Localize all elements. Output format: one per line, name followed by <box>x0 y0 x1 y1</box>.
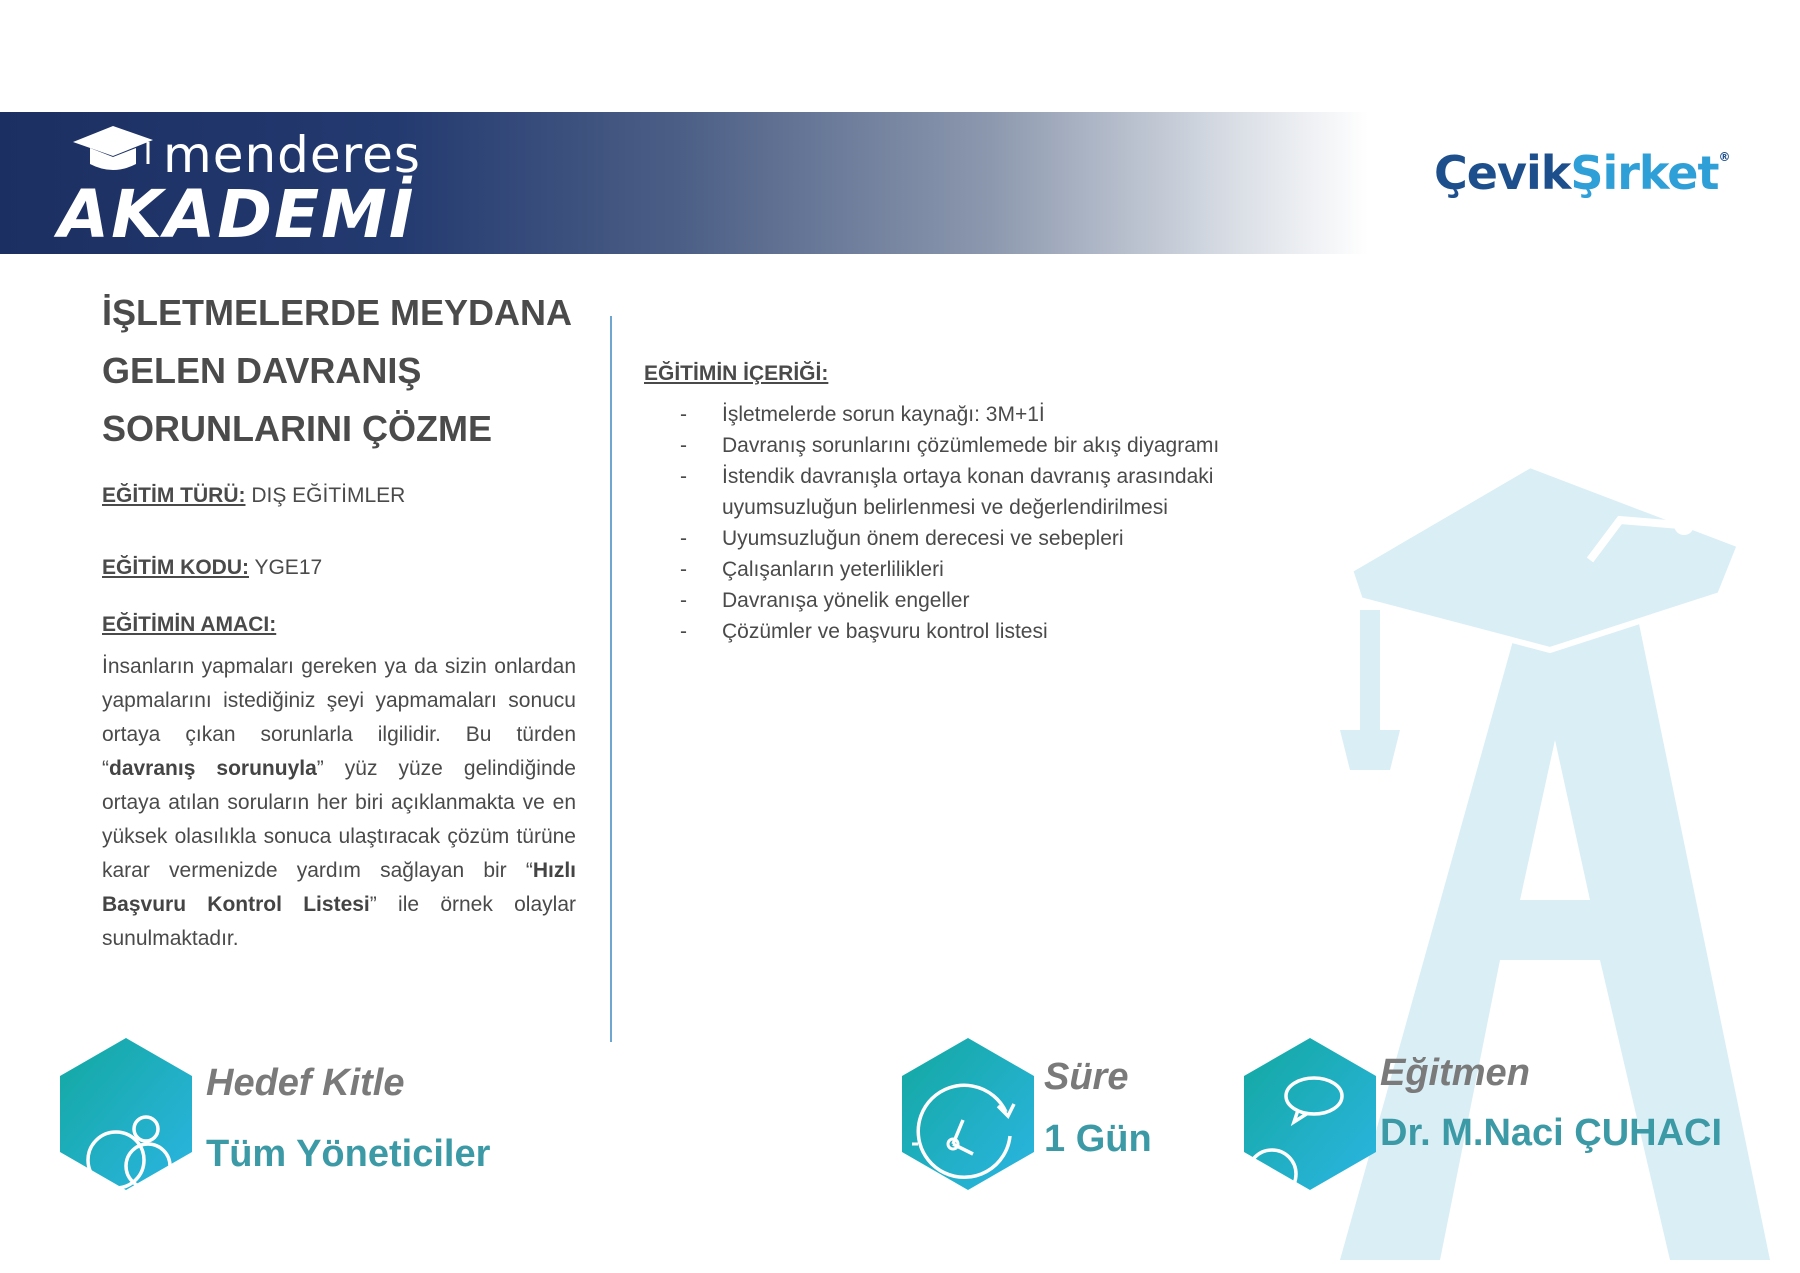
audience-value: Tüm Yöneticiler <box>206 1133 491 1175</box>
content-item: - Davranışa yönelik engeller <box>680 585 1300 616</box>
graduation-cap-icon <box>68 120 158 180</box>
title-line: SORUNLARINI ÇÖZME <box>102 408 492 449</box>
course-title <box>102 284 602 458</box>
course-code-value: YGE17 <box>254 556 323 579</box>
purpose-text-part: İnsanların yapmaları gereken ya da sizin onlardan yapmalarını istediğiniz şeyi yapmamaları sonucu ortaya çıkan sorunlarla ilgilidir. Bu türden “ <box>102 655 576 780</box>
course-type <box>102 484 405 508</box>
partner-name-part2: Şirket <box>1570 146 1719 200</box>
purpose-heading: EĞİTİMİN AMACI: <box>102 613 277 636</box>
course-code <box>102 556 322 580</box>
purpose-text <box>102 650 576 956</box>
content-item: - Davranış sorunlarını çözümlemede bir akış diyagramı <box>680 430 1300 461</box>
course-code-label: EĞİTİM KODU: <box>102 556 249 579</box>
content-heading: EĞİTİMİN İÇERİĞİ: <box>644 362 829 385</box>
course-type-label: EĞİTİM TÜRÜ: <box>102 484 246 507</box>
clock-icon <box>898 1036 1038 1192</box>
purpose-highlight: Hızlı Başvuru Kontrol Listesi <box>102 859 576 916</box>
column-divider <box>610 316 612 1042</box>
title-line: İŞLETMELERDE MEYDANA <box>102 292 573 333</box>
purpose-text-part: ” ile örnek olaylar sunulmaktadır. <box>102 893 576 950</box>
trainer-value: Dr. M.Naci ÇUHACI <box>1380 1112 1723 1154</box>
duration-value: 1 Gün <box>1044 1118 1152 1160</box>
content-item: - Çözümler ve başvuru kontrol listesi <box>680 616 1300 647</box>
trainer-label: Eğitmen <box>1380 1052 1530 1094</box>
title-line: GELEN DAVRANIŞ <box>102 350 422 391</box>
purpose-text-part: ” yüz yüze gelindiğinde ortaya atılan soruların her biri açıklanmakta ve en yüksek olasılıkla sonuca ulaştıracak çözüm türüne karar vermenizde yardım sağlayan bir “ <box>102 757 576 882</box>
cevik-sirket-logo <box>1434 146 1729 200</box>
chat-user-icon <box>1240 1036 1380 1192</box>
users-icon <box>56 1036 196 1192</box>
logo-line-1: menderes <box>163 126 421 184</box>
content-list <box>680 399 1300 647</box>
content-item: - Uyumsuzluğun önem derecesi ve sebepleri <box>680 523 1300 554</box>
course-type-value: DIŞ EĞİTİMLER <box>251 484 406 507</box>
menderes-akademi-logo <box>58 120 438 253</box>
content-item: - İstendik davranışla ortaya konan davranış arasındaki uyumsuzluğun belirlenmesi ve değerlendirilmesi <box>680 461 1300 523</box>
partner-name-part1: Çevik <box>1434 146 1571 200</box>
logo-line-2: AKADEMİ <box>58 176 416 253</box>
content-item: - Çalışanların yeterlilikleri <box>680 554 1300 585</box>
registered-mark: ® <box>1718 150 1730 164</box>
purpose-highlight: davranış sorunuyla <box>109 757 317 780</box>
content-item: - İşletmelerde sorun kaynağı: 3M+1İ <box>680 399 1300 430</box>
audience-label: Hedef Kitle <box>206 1062 405 1104</box>
duration-label: Süre <box>1044 1056 1129 1098</box>
